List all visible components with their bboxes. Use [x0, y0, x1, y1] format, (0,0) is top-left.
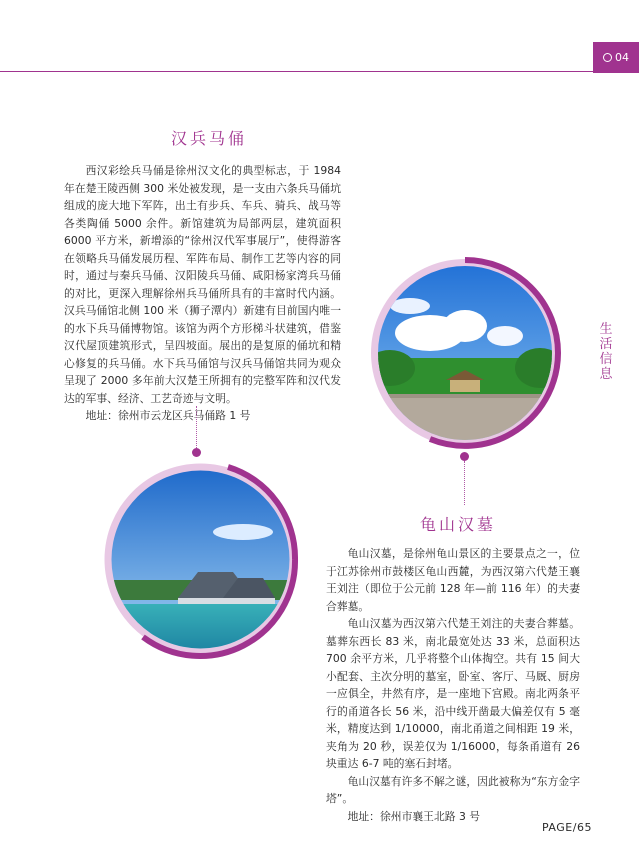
- section2-text: [326, 545, 580, 825]
- side-label-char: 活: [599, 337, 613, 352]
- section2-title: 龟山汉墓: [420, 515, 497, 534]
- connector-line: [196, 406, 197, 450]
- connector-line: [464, 461, 465, 505]
- side-label-char: 信: [599, 352, 613, 367]
- section1-text: [64, 162, 341, 425]
- underwater-museum-photo: [103, 462, 298, 657]
- page-tab: [593, 42, 639, 73]
- section2-para1: 龟山汉墓，是徐州龟山景区的主要景点之一，位于江苏徐州市鼓楼区龟山西麓，为西汉第六代楚王襄王刘注（即位于公元前 128 年—前 116 年）的夫妻合葬墓。: [326, 547, 580, 613]
- connector-dot: [460, 452, 469, 461]
- circle-icon: [603, 53, 612, 62]
- mausoleum-photo-graphic: [370, 258, 560, 448]
- section1-body: 西汉彩绘兵马俑是徐州汉文化的典型标志，于 1984 年在楚王陵西侧 300 米处被发现，是一支由六条兵马俑坑组成的庞大地下军阵，出土有步兵、车兵、骑兵、战马等各类陶俑 5000 余件。新馆建筑为局部两层，建筑面积 6000 平方米，新增添的“徐州汉代军事展厅”，使得游客在领略兵马俑发展历程、军阵布局、制作工艺等内容的同时，通过与秦兵马俑、汉阳陵兵马俑、咸阳杨家湾兵马俑的对比，更深入理解徐州兵马俑所具有的丰富时代内涵。汉兵马俑馆北侧 100 米（狮子潭内）新建有目前国内唯一的水下兵马俑博物馆。该馆为两个方形梯斗状建筑，借鉴汉代屋顶建筑形式，呈四坡面。展出的是复原的俑坑和精心修复的兵马俑。水下兵马俑馆与汉兵马俑馆共同为观众呈现了 2000 多年前大汉楚王所拥有的完整军阵和汉代发达的军事、经济、工艺奇迹与文明。: [64, 164, 341, 405]
- connector-dot: [192, 448, 201, 457]
- page-number: PAGE/65: [542, 821, 592, 834]
- side-label-char: 息: [599, 367, 613, 382]
- mausoleum-photo: [370, 258, 560, 448]
- side-section-label: [598, 322, 614, 382]
- section2-para3: 龟山汉墓有许多不解之谜，因此被称为“东方金字塔”。: [326, 774, 580, 805]
- side-label-char: 生: [599, 322, 613, 337]
- section2-para2: 龟山汉墓为西汉第六代楚王刘注的夫妻合葬墓。墓葬东西长 83 米，南北最宽处达 33 米，总面积达 700 余平方米，几乎将整个山体掏空。共有 15 间大小配套、主次分明的墓室，卧室、客厅、马厩、厨房一应俱全，井然有序，是一座地下宫殿。南北两条平行的甬道各长 56 米，沿中线开凿最大偏差仅有 5 毫米，精度达到 1/10000，南北甬道之间相距 19 米，夹角为 20 秒，误差仅为 1/16000，每条甬道有 26 块重达 6-7 吨的塞石封堵。: [326, 617, 580, 770]
- section1-title: 汉兵马俑: [171, 129, 248, 148]
- header-rule: [0, 71, 593, 72]
- page-tab-label: 04: [615, 51, 629, 64]
- section1-address: 地址：徐州市云龙区兵马俑路 1 号: [85, 409, 251, 422]
- underwater-museum-photo-graphic: [103, 462, 298, 657]
- section2-address: 地址：徐州市襄王北路 3 号: [347, 809, 481, 823]
